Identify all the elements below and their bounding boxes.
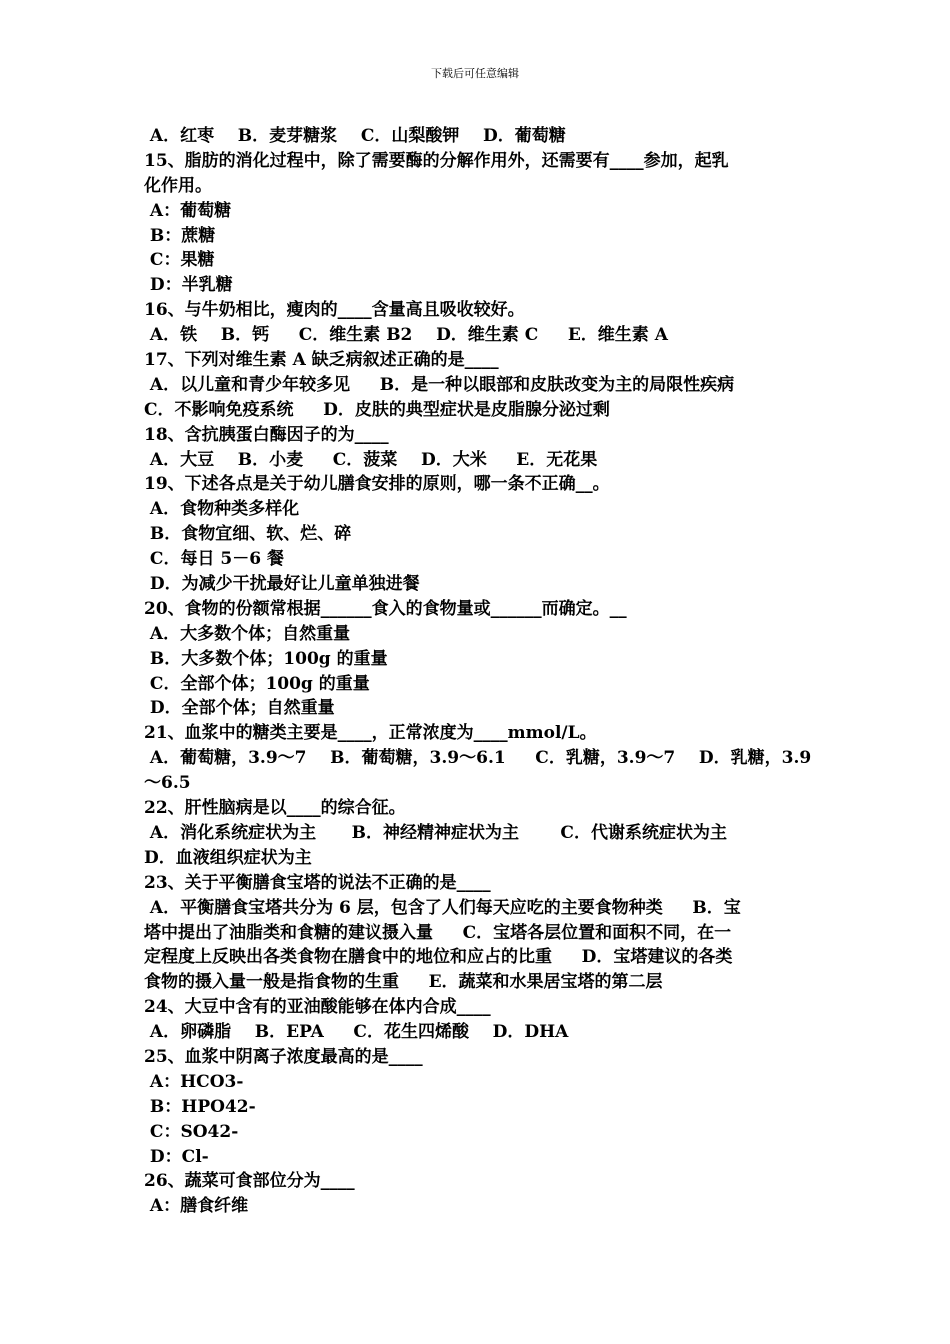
text-line: 20、食物的份额常根据______食入的食物量或______而确定。__ <box>144 598 627 619</box>
text-line: 15、脂肪的消化过程中，除了需要酶的分解作用外，还需要有____参加，起乳 <box>144 150 729 171</box>
text-line: 17、下列对维生素 A 缺乏病叙述正确的是____ <box>144 350 499 371</box>
text-line: ～6.5 <box>144 773 191 794</box>
text-line: C．每日 5－6 餐 <box>144 549 284 570</box>
text-line: B．食物宜细、软、烂、碎 <box>144 524 352 545</box>
text-line: A．消化系统症状为主 B．神经精神症状为主 C．代谢系统症状为主 <box>144 822 727 843</box>
text-line: 18、含抗胰蛋白酶因子的为____ <box>144 424 389 445</box>
text-line: 21、血浆中的糖类主要是____，正常浓度为____mmol/L。 <box>144 723 597 744</box>
text-line: C：果糖 <box>144 250 215 271</box>
text-line: C．不影响免疫系统 D．皮肤的典型症状是皮脂腺分泌过剩 <box>144 399 610 420</box>
text-line: 化作用。 <box>144 175 212 196</box>
text-line: 定程度上反映出各类食物在膳食中的地位和应占的比重 D．宝塔建议的各类 <box>144 947 733 968</box>
text-line: B：蔗糖 <box>144 225 216 246</box>
text-line: A：HCO3- <box>144 1071 244 1092</box>
text-line: A．食物种类多样化 <box>144 499 300 520</box>
text-line: 24、大豆中含有的亚油酸能够在体内合成____ <box>144 997 491 1018</box>
text-line: 食物的摄入量一般是指食物的生重 E．蔬菜和水果居宝塔的第二层 <box>144 972 663 993</box>
text-line: A．葡萄糖，3.9～7 B．葡萄糖，3.9～6.1 C．乳糖，3.9～7 D．乳糖，3.9 <box>144 748 812 769</box>
text-line: A．大豆 B．小麦 C．菠菜 D．大米 E．无花果 <box>144 449 598 470</box>
text-line: A．平衡膳食宝塔共分为 6 层，包含了人们每天应吃的主要食物种类 B．宝 <box>144 897 741 918</box>
text-line: A．卵磷脂 B．EPA C．花生四烯酸 D．DHA <box>144 1022 569 1043</box>
text-line: A．大多数个体；自然重量 <box>144 623 351 644</box>
text-line: B．大多数个体；100g 的重量 <box>144 648 388 669</box>
text-line: A．红枣 B．麦芽糖浆 C．山梨酸钾 D．葡萄糖 <box>144 126 566 146</box>
text-line: A．铁 B．钙 C．维生素 B2 D．维生素 C E．维生素 A <box>144 325 668 346</box>
text-line: D．全部个体；自然重量 <box>144 698 335 719</box>
text-line: 23、关于平衡膳食宝塔的说法不正确的是____ <box>144 872 491 893</box>
text-line: 16、与牛奶相比，瘦肉的____含量高且吸收较好。 <box>144 300 525 321</box>
page-header: 下载后可任意编辑 <box>431 67 519 80</box>
text-line: 22、肝性脑病是以____的综合征。 <box>144 798 406 819</box>
text-line: 25、血浆中阴离子浓度最高的是____ <box>144 1046 423 1067</box>
text-line: D．血液组织症状为主 <box>144 847 312 868</box>
text-line: D：半乳糖 <box>144 275 233 296</box>
text-line: B：HPO42- <box>144 1096 256 1117</box>
text-line: 塔中提出了油脂类和食糖的建议摄入量 C．宝塔各层位置和面积不同，在一 <box>144 922 732 943</box>
text-line: D．为减少干扰最好让儿童单独进餐 <box>144 574 420 595</box>
text-line: 19、下述各点是关于幼儿膳食安排的原则，哪一条不正确__。 <box>144 474 610 495</box>
text-line: A：葡萄糖 <box>144 200 232 221</box>
text-line: C：SO42- <box>144 1121 239 1142</box>
text-line: A：膳食纤维 <box>144 1196 249 1217</box>
text-line: 26、蔬菜可食部位分为____ <box>144 1171 355 1192</box>
document-body <box>144 124 812 1219</box>
text-line: D：Cl- <box>144 1146 209 1167</box>
text-line: C．全部个体；100g 的重量 <box>144 673 370 694</box>
text-line: A．以儿童和青少年较多见 B．是一种以眼部和皮肤改变为主的局限性疾病 <box>144 374 735 395</box>
